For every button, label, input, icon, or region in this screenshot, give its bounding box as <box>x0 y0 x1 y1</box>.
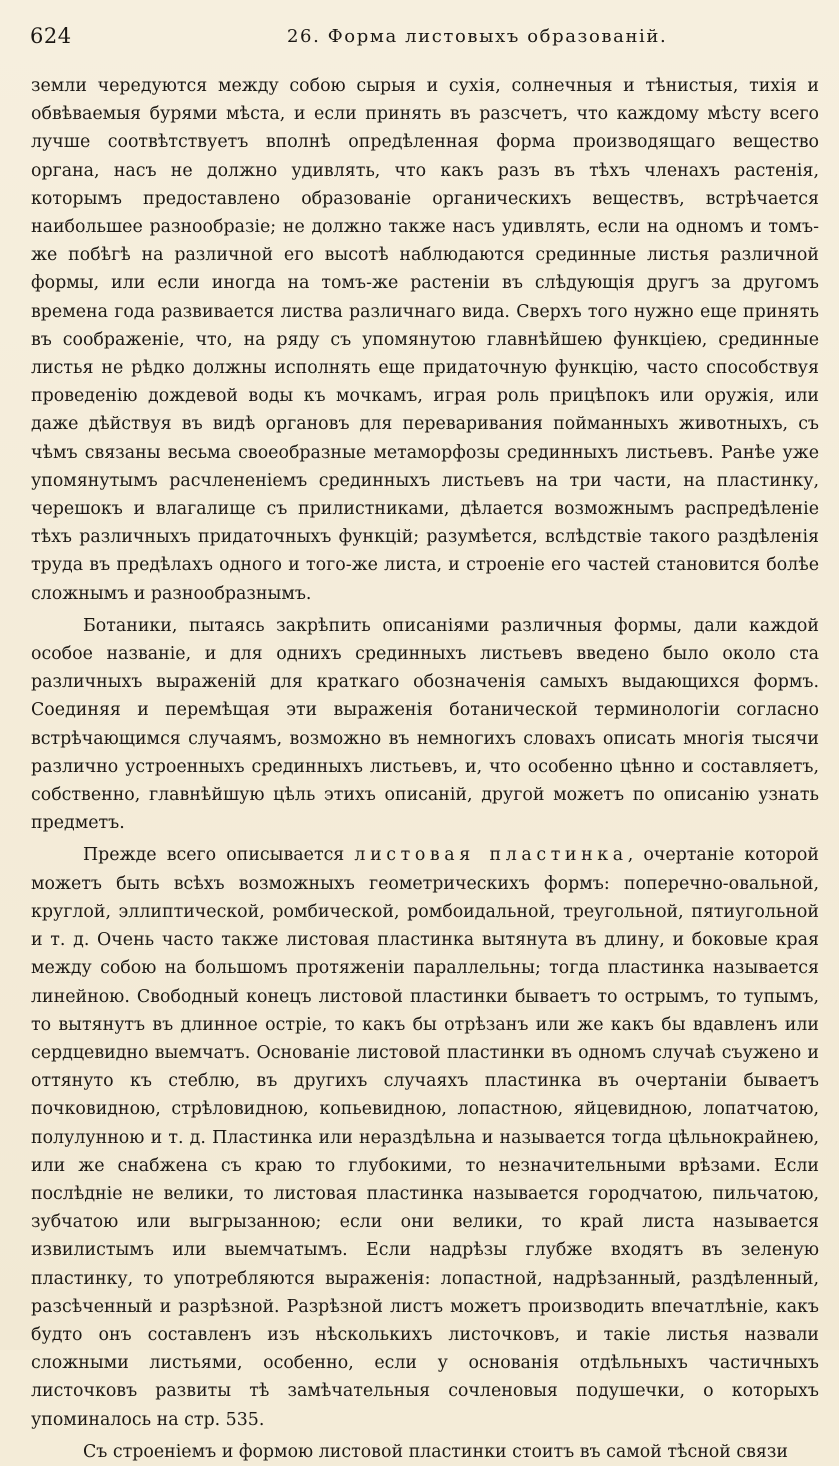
paragraph-continuation: земли чередуются между собою сырыя и сухія, солнечныя и тѣнистыя, тихія и обвѣваемыя бурями мѣста, и если принять въ разсчетъ, что каждому мѣсту всего лучше соотвѣтствуетъ вполнѣ опредѣленная форма производящаго вещество органа, насъ не должно удивлять, что какъ разъ въ тѣхъ членахъ растенія, которымъ предоставлено образованіе органическихъ веществъ, встрѣчается наибольшее разнообразіе; не должно также насъ удивлять, если на одномъ и томъ-же побѣгѣ на различной его высотѣ наблюдаются срединные листья различной формы, или если иногда на томъ-же растеніи въ слѣдующія другъ за другомъ времена года развивается листва различнаго вида. Сверхъ того нужно еще принять въ соображеніе, что, на ряду съ упомянутою главнѣйшею функціею, срединные листья не рѣдко должны исполнять еще придаточную функцію, часто способствуя проведенію дождевой воды къ мочкамъ, играя роль прицѣпокъ или оружія, или даже дѣйствуя въ видѣ органовъ для переваривания пойманныхъ животныхъ, съ чѣмъ связаны весьма своеобразные метаморфозы срединныхъ листьевъ. Ранѣе уже упомянутымъ расчлененіемъ срединныхъ листьевъ на три части, на пластинку, черешокъ и влагалище съ прилистниками, дѣлается возможнымъ распредѣленіе тѣхъ различныхъ придаточныхъ функцій; разумѣется, вслѣдствіе такого раздѣленія труда въ предѣлахъ одного и того-же листа, и строеніе его частей становится болѣе сложнымъ и разнообразнымъ. <box>31 76 819 604</box>
paragraph-leaf-blade-rest: , очертаніе которой можетъ быть всѣхъ возможныхъ геометрическихъ формъ: поперечно-овальной, круглой, эллиптической, ромбической, ромбоидальной, треугольной, пятиугольной и т. д. Очень часто также листовая пластинка вытянута въ длину, и боковые края между собою на большомъ протяженіи параллельны; тогда пластинка называется линейною. Свободный конецъ листовой пластинки бываетъ то острымъ, то тупымъ, то вытянутъ въ длинное остріе, то какъ бы отрѣзанъ или же какъ бы вдавленъ или сердцевидно выемчатъ. Основаніе листовой пластинки въ одномъ случаѣ съужено и оттянуто къ стеблю, въ другихъ случаяхъ пластинка въ очертаніи бываетъ почковидною, стрѣловидною, копьевидною, лопастною, яйцевидною, лопатчатою, полулунною и т. д. Пластинка или нераздѣльна и называется тогда цѣльнокрайнею, или же снабжена съ краю то глубокими, то незначительными врѣзами. Если послѣдніе не велики, то листовая пластинка называется городчатою, пильчатою, зубчатою или выгрызанною; если они велики, то край листа называется извилистымъ или выемчатымъ. Если надрѣзы глубже входятъ въ зеленую пластинку, то употребляются выраженія: лопастной, надрѣзанный, раздѣленный, разсѣченный и разрѣзной. Разрѣзной листъ можетъ производить впечатлѣніе, какъ будто онъ составленъ изъ нѣсколькихъ листочковъ, и такіе листья назвали сложными листьями, особенно, если у основанія отдѣльныхъ частичныхъ листочковъ развиты тѣ замѣчательныя сочленовыя подушечки, о которыхъ упоминалось на стр. 535. <box>31 845 819 1430</box>
page-number: 624 <box>30 24 72 48</box>
running-head <box>30 18 809 58</box>
paragraph-leaf-blade-lead: Прежде всего описывается <box>83 845 355 866</box>
chapter-title: 26. Форма листовыхъ образованій. <box>287 26 668 47</box>
paragraph-botanists: Ботаники, пытаясь закрѣпить описаніями различныя формы, дали каждой особое названіе, и для однихъ срединныхъ листьевъ введено было около ста различныхъ выраженій для краткаго обозначенія самыхъ выдающихся формъ. Соединяя и перемѣщая эти выраженія ботанической терминологіи согласно встрѣчающимся случаямъ, возможно въ немногихъ словахъ описать многія тысячи различно устроенныхъ срединныхъ листьевъ, и, что особенно цѣнно и составляетъ, собственно, главнѣйшую цѣль этихъ описаній, другой можетъ по описанію узнать предметъ. <box>31 615 819 834</box>
body-text <box>31 72 819 1466</box>
paragraph-leaf-blade <box>31 841 819 1433</box>
spaced-term-leaf-blade: листовая пластинка <box>354 845 628 866</box>
paragraph-final-line: Съ строеніемъ и формою листовой пластинки стоитъ въ самой тѣсной связи <box>83 1441 788 1462</box>
